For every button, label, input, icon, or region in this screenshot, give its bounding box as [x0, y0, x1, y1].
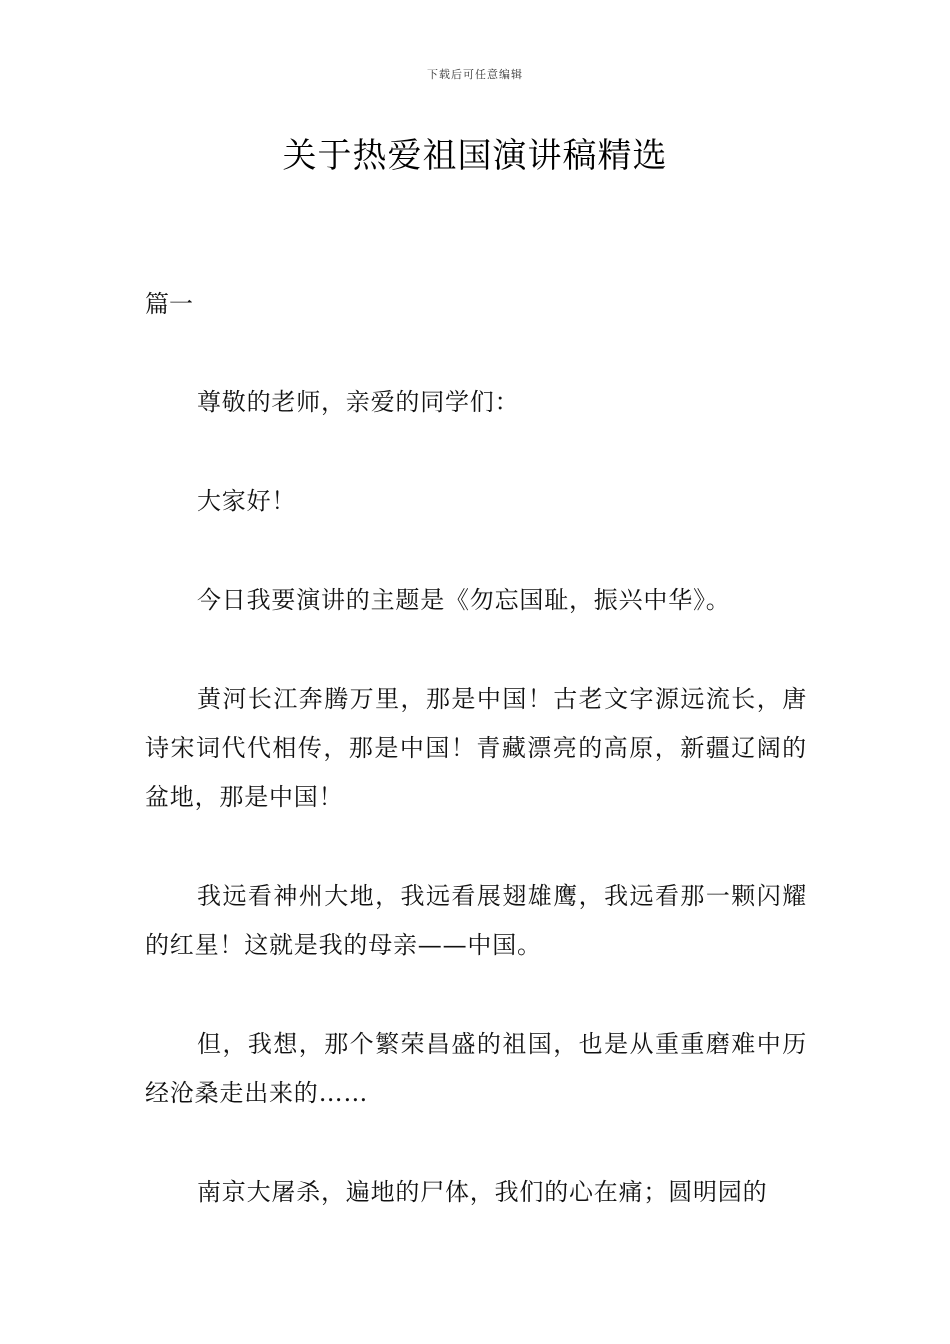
paragraph-china: 黄河长江奔腾万里，那是中国！古老文字源远流长，唐诗宋词代代相传，那是中国！青藏漂亮的高原，新疆辽阔的盆地，那是中国！ — [145, 685, 807, 811]
paragraph-hardship: 但，我想，那个繁荣昌盛的祖国，也是从重重磨难中历经沧桑走出来的…… — [145, 1030, 807, 1107]
paragraph-topic: 今日我要演讲的主题是《勿忘国耻，振兴中华》。 — [197, 586, 731, 614]
section-heading: 篇一 — [145, 290, 193, 318]
paragraph-nanjing: 南京大屠杀，遍地的尸体，我们的心在痛；圆明园的 — [197, 1178, 768, 1206]
paragraph-salutation: 尊敬的老师，亲爱的同学们： — [197, 388, 520, 416]
paragraph-greeting: 大家好！ — [197, 487, 297, 515]
paragraph-mother: 我远看神州大地，我远看展翅雄鹰，我远看那一颗闪耀的红星！这就是我的母亲——中国。 — [145, 882, 807, 959]
document-title: 关于热爱祖国演讲稿精选 — [282, 136, 668, 176]
document-body — [145, 378, 807, 1267]
header-note: 下载后可任意编辑 — [427, 68, 523, 81]
